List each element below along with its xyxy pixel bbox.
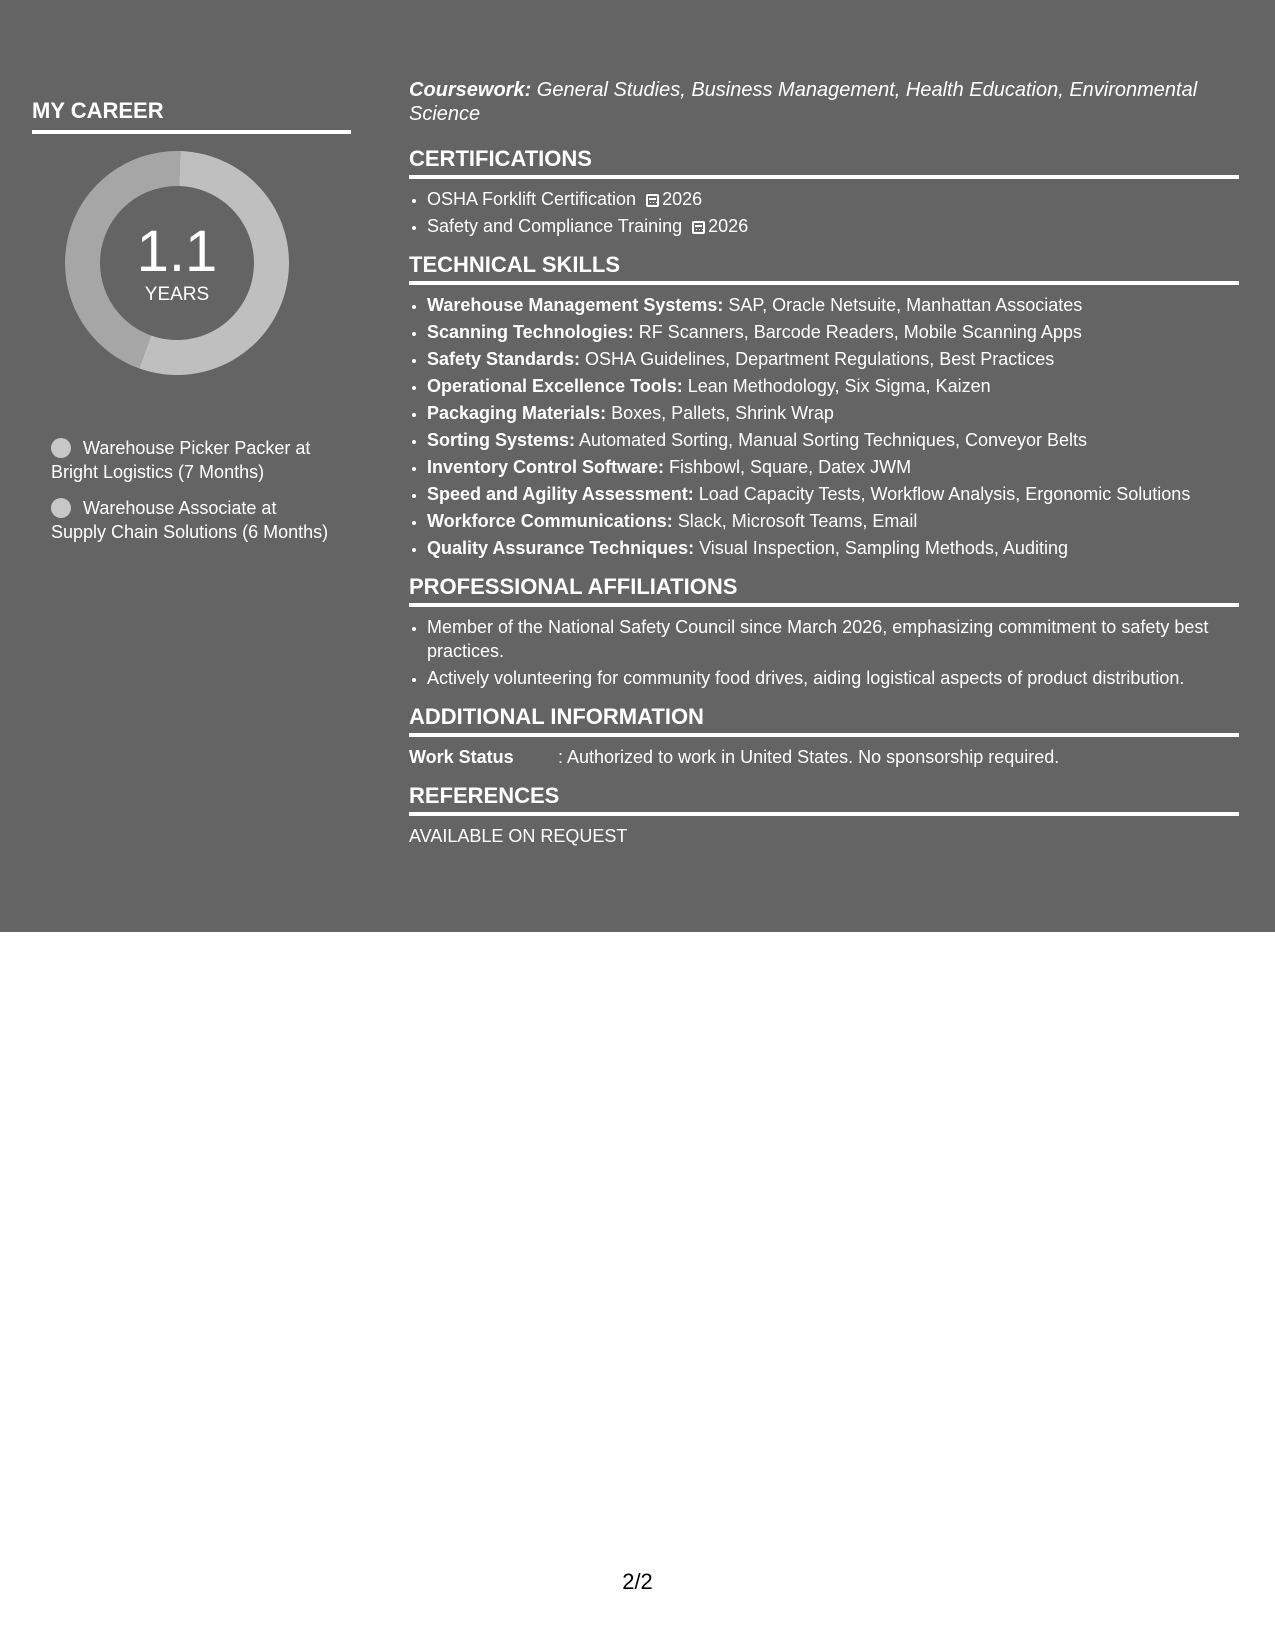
career-position-label: Warehouse Picker Packer at Bright Logistics (7 Months): [51, 438, 311, 482]
skill-value: RF Scanners, Barcode Readers, Mobile Scanning Apps: [633, 322, 1082, 342]
skill-label: Sorting Systems:: [427, 430, 576, 450]
skill-label: Scanning Technologies:: [427, 322, 634, 342]
skill-label: Speed and Agility Assessment:: [427, 484, 694, 504]
skill-label: Operational Excellence Tools:: [427, 376, 683, 396]
career-position-label: Warehouse Associate at Supply Chain Solutions (6 Months): [51, 498, 329, 542]
skill-label: Quality Assurance Techniques:: [427, 538, 695, 558]
references-title: REFERENCES: [409, 783, 1239, 816]
skill-item: [427, 293, 1239, 317]
skill-value: Load Capacity Tests, Workflow Analysis, Ergonomic Solutions: [693, 484, 1191, 504]
skill-item: [427, 374, 1239, 398]
bullet-dot-icon: [51, 438, 71, 458]
skill-value: Boxes, Pallets, Shrink Wrap: [606, 403, 834, 423]
affiliation-item: • Actively volunteering for community food drives, aiding logistical aspects of product distribution.: [427, 666, 1239, 690]
coursework-value: General Studies, Business Management, Health Education, Environmental Science: [409, 79, 1198, 125]
certifications-list: [409, 187, 1239, 238]
skill-item: [427, 347, 1239, 371]
certification-year: 2026: [708, 216, 749, 236]
additional-info-title: ADDITIONAL INFORMATION: [409, 704, 1239, 737]
technical-skills-title: TECHNICAL SKILLS: [409, 252, 1239, 285]
career-position-item: [51, 496, 331, 544]
career-positions: [51, 436, 331, 556]
bullet-dot-icon: [51, 498, 71, 518]
certification-year: 2026: [662, 189, 703, 209]
certification-item: [427, 187, 1239, 211]
calendar-icon: [692, 221, 705, 234]
references-text: AVAILABLE ON REQUEST: [409, 826, 628, 846]
work-status-label: Work Status: [409, 747, 514, 767]
affiliations-list: [409, 615, 1239, 690]
skill-value: Fishbowl, Square, Datex JWM: [664, 457, 912, 477]
career-years-value: 1.1: [136, 219, 218, 284]
coursework-label: Coursework:: [409, 79, 532, 101]
affiliations-title: PROFESSIONAL AFFILIATIONS: [409, 574, 1239, 607]
career-years-unit: YEARS: [144, 284, 210, 305]
skill-label: Safety Standards:: [427, 349, 581, 369]
skill-item: [427, 482, 1239, 506]
skill-value: OSHA Guidelines, Department Regulations, Best Practices: [580, 349, 1055, 369]
skill-label: Packaging Materials:: [427, 403, 607, 423]
skill-item: [427, 428, 1239, 452]
skill-label: Inventory Control Software:: [427, 457, 665, 477]
skill-label: Workforce Communications:: [427, 511, 673, 531]
coursework-line: [409, 78, 1239, 126]
certifications-title: CERTIFICATIONS: [409, 146, 1239, 179]
certification-name: Safety and Compliance Training: [427, 216, 683, 236]
skill-value: Visual Inspection, Sampling Methods, Auditing: [694, 538, 1068, 558]
skill-value: Slack, Microsoft Teams, Email: [672, 511, 918, 531]
work-status-row: [409, 745, 1239, 769]
career-sidebar: [32, 98, 351, 542]
resume-main: [409, 78, 1239, 848]
career-title: MY CAREER: [32, 98, 351, 134]
skill-value: Automated Sorting, Manual Sorting Techniques, Conveyor Belts: [575, 430, 1088, 450]
certification-name: OSHA Forklift Certification: [427, 189, 637, 209]
career-donut: [64, 150, 290, 376]
skill-item: [427, 509, 1239, 533]
technical-skills-list: [409, 293, 1239, 560]
work-status-value: : Authorized to work in United States. No sponsorship required.: [558, 747, 1060, 767]
skill-item: [427, 455, 1239, 479]
page-number: 2/2: [622, 1569, 653, 1594]
skill-value: SAP, Oracle Netsuite, Manhattan Associates: [723, 295, 1083, 315]
affiliation-item: • Member of the National Safety Council since March 2026, emphasizing commitment to safety best practices.: [427, 615, 1239, 663]
skill-item: [427, 536, 1239, 560]
calendar-icon: [646, 194, 659, 207]
skill-item: [427, 320, 1239, 344]
skill-item: [427, 401, 1239, 425]
skill-value: Lean Methodology, Six Sigma, Kaizen: [682, 376, 991, 396]
certification-item: [427, 214, 1239, 238]
career-position-item: [51, 436, 331, 484]
skill-label: Warehouse Management Systems:: [427, 295, 724, 315]
